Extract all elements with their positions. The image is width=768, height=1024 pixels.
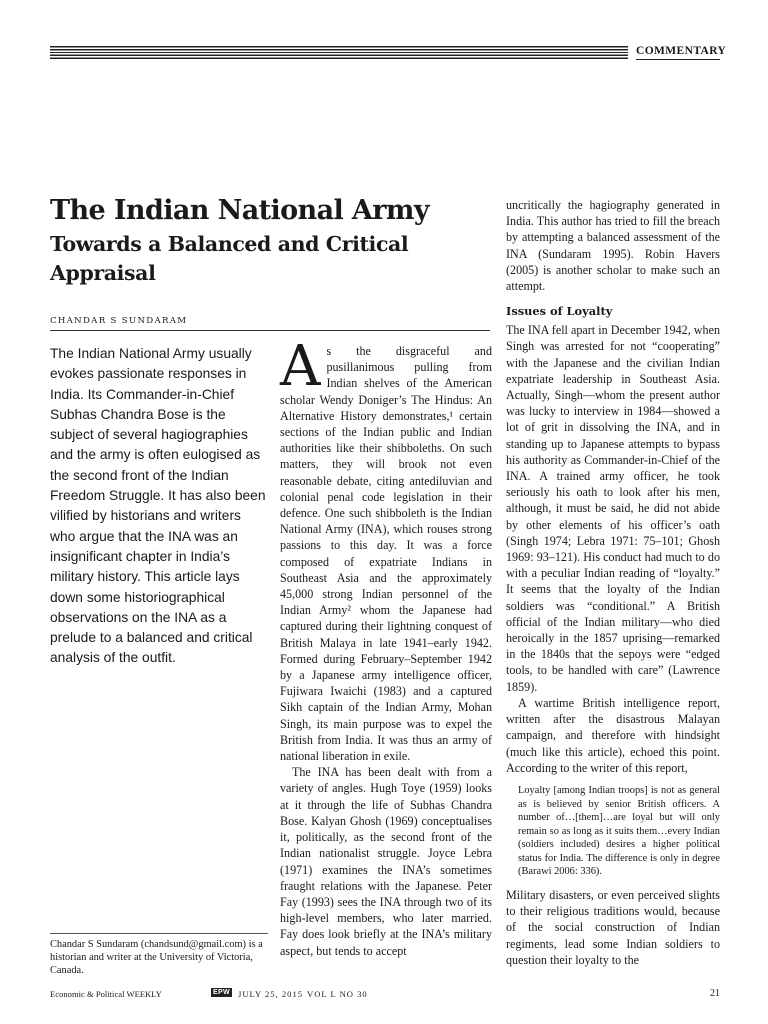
page-number: 21 [710,988,720,999]
publisher-logo: EPW [213,989,230,996]
body-paragraph [280,334,492,764]
body-paragraph: uncritically the hagiography generated in India. This author has tried to fill the breach by attempting a balanced assessment of the INA (Sundaram 1995). Robin Havers (2005) is another scholar to make such an attempt. [506,198,720,294]
article-title: The Indian National Army [50,195,429,226]
body-column-3 [506,197,720,968]
body-paragraph: Military disasters, or even perceived slights to their religious traditions would, because of the social construction of Indian regiments, lead some Indian soldiers to question their loyalty to the [506,888,720,967]
article-abstract: The Indian National Army usually evokes passionate responses in India. Its Commander-in-Chief Subhas Chandra Bose is the subject of several hagiographies and the army is often eulogised as the second front of the Indian Freedom Struggle. It has also been vilified by historians and writers who argue that the INA was an insignificant chapter in India’s military history. This article lays down some historiographical observations on the INA as a prelude to a balanced and critical analysis of the outfit. [50,346,266,666]
block-quote: Loyalty [among Indian troops] is not as general as is believed by senior British officers. A number of…[them]…are loyal but will only remain so as long as it suits them…every Indian (soldiers included) desires a higher political status for India. The difference is only in degree (Barawi 2006: 336). [518,784,720,878]
body-paragraph: A wartime British intelligence report, written after the disastrous Malayan campaign, and therefore with hindsight (much like this article), echoed this point. According to the writer of this report, [506,695,720,775]
author-byline: CHANDAR S SUNDARAM [50,316,490,331]
author-note: Chandar S Sundaram (chandsund@gmail.com) is a historian and writer at the University of Victoria, Canada. [50,933,268,978]
issue-date: JULY 25, 2015 [238,989,304,999]
section-heading: Issues of Loyalty [506,304,613,319]
page-footer [50,988,720,1002]
publication-name: Economic & Political WEEKLY [50,989,162,999]
section-tag: COMMENTARY [636,45,727,57]
body-paragraph: The INA has been dealt with from a variety of angles. Hugh Toye (1959) looks at it through the life of Subhas Chandra Bose. Kalyan Ghosh (1969) conceptualises it, politically, as the second front of the Indian nationalist struggle. Joyce Lebra (1971) examines the INA’s sometimes fraught relations with the Japanese. Peter Fay (1993) sees the INA through two of its high-level members, who later married. Fay does look briefly at the INA’s military aspect, but tends to accept [280,765,492,958]
body-column-2 [280,334,492,959]
paragraph-text: s the disgraceful and pusillanimous pulling from Indian shelves of the American scholar Wendy Doniger’s The Hindus: An Alternative History demonstrates,¹ certain sections of the Indian public and Indian authorities like their shibboleths. On such matters, they will brook not even reasonable debate, citing antediluvian and colonial penal code legislation in their defence. One such shibboleth is the Indian National Army (INA), which rouses strong passions to this day. It was a force composed of expatriate Indians in Southeast Asia and the approximately 45,000 strong Indian personnel of the Indian Army² whom the Japanese had captured during their lightning conquest of British Malaya in late 1941–early 1942. Formed during February–September 1942 by a Japanese army intelligence officer, Fujiwara Iwaichi (1983) and a captured Sikh captain of the Indian Army, Mohan Singh, its main purpose was to expel the British from India. It was thus an army of national liberation in exile. [280,344,492,764]
header-rule-lines [50,46,628,60]
issue-volume: VOL L NO 30 [307,989,368,999]
article-subtitle: Towards a Balanced and Critical Appraisal [50,232,409,285]
drop-cap: A [280,334,321,399]
body-paragraph: The INA fell apart in December 1942, when Singh was arrested for not “cooperating” with the Japanese and the civilian Indian expatriate leadership in Southeast Asia. Actually, Singh—whom the present author was lucky to interview in 1984—showed a lot of grit in dissolving the INA, and in standing up to Japanese attempts to bypass his authority as Commander-in-Chief of the INA. A trained army officer, he took seriously his oath to look after his men, although, it must be said, he did not abide by other elements of his officer’s oath (Singh 1974; Lebra 1971: 75–101; Ghosh 1969: 93–121). His conduct had much to do with a peculiar Indian reading of “loyalty.” It seems that the loyalty of the Indian soldiers was “conditional.” A British official of the Indian military—who died heroically in the 1857 uprising—remarked in the 1840s that the sepoys were “edged tools, to be handled with care” (Lawrence 1859). [506,323,720,694]
